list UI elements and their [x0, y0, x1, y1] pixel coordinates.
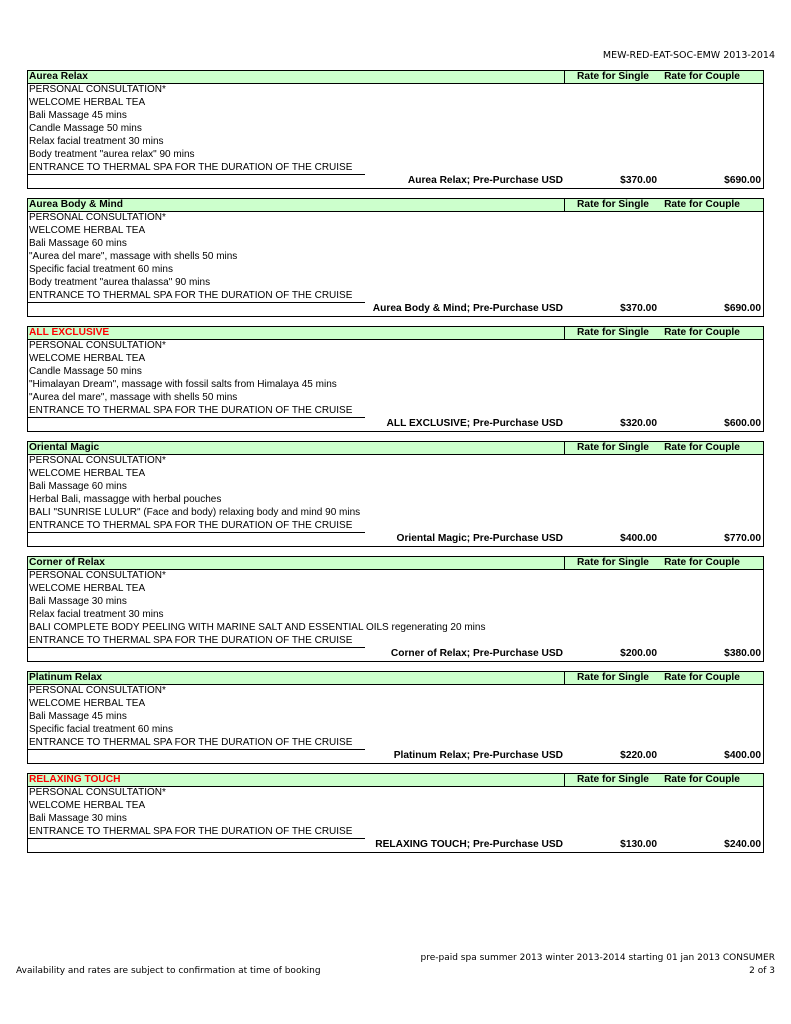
- package-total-label: Oriental Magic; Pre-Purchase USD: [396, 533, 563, 544]
- couple-price: $380.00: [724, 648, 761, 659]
- package-item: Body treatment "aurea relax" 90 mins: [29, 149, 195, 160]
- package-item: Bali Massage 60 mins: [29, 481, 127, 492]
- rate-single-header: Rate for Single: [577, 672, 649, 683]
- rate-single-header: Rate for Single: [577, 557, 649, 568]
- couple-price: $690.00: [724, 175, 761, 186]
- single-price: $400.00: [620, 533, 657, 544]
- single-price: $130.00: [620, 839, 657, 850]
- package-item: PERSONAL CONSULTATION*: [29, 212, 166, 223]
- package-item: Relax facial treatment 30 mins: [29, 609, 164, 620]
- package-item: PERSONAL CONSULTATION*: [29, 685, 166, 696]
- rate-single-header: Rate for Single: [577, 774, 649, 785]
- availability-disclaimer: Availability and rates are subject to confirmation at time of booking: [16, 966, 321, 976]
- package-item: ENTRANCE TO THERMAL SPA FOR THE DURATION OF THE CRUISE: [28, 520, 365, 533]
- package-item: BALI COMPLETE BODY PEELING WITH MARINE SALT AND ESSENTIAL OILS regenerating 20 mins: [29, 622, 486, 633]
- spa-package: [27, 326, 764, 432]
- package-item: Bali Massage 30 mins: [29, 813, 127, 824]
- package-item: PERSONAL CONSULTATION*: [29, 340, 166, 351]
- package-item: Bali Massage 60 mins: [29, 238, 127, 249]
- package-price-row: [28, 175, 763, 188]
- package-item: PERSONAL CONSULTATION*: [29, 787, 166, 798]
- package-header-row: [28, 672, 763, 685]
- package-items-list: [28, 570, 763, 648]
- package-name: Oriental Magic: [28, 442, 565, 454]
- package-header-row: [28, 327, 763, 340]
- footer-info: [421, 952, 776, 978]
- rate-single-header: Rate for Single: [577, 442, 649, 453]
- package-name: RELAXING TOUCH: [28, 774, 565, 786]
- package-item: Candle Massage 50 mins: [29, 123, 142, 134]
- spa-package: [27, 198, 764, 317]
- single-price: $220.00: [620, 750, 657, 761]
- package-item: PERSONAL CONSULTATION*: [29, 455, 166, 466]
- package-header-row: [28, 199, 763, 212]
- single-price: $200.00: [620, 648, 657, 659]
- package-price-row: [28, 648, 763, 661]
- package-total-label: Aurea Relax; Pre-Purchase USD: [407, 175, 563, 186]
- package-item: Candle Massage 50 mins: [29, 366, 142, 377]
- package-item: "Aurea del mare", massage with shells 50 mins: [29, 251, 238, 262]
- package-name: Platinum Relax: [28, 672, 565, 684]
- rate-single-header: Rate for Single: [577, 71, 649, 82]
- package-item: Relax facial treatment 30 mins: [29, 136, 164, 147]
- package-total-label: ALL EXCLUSIVE; Pre-Purchase USD: [386, 418, 563, 429]
- package-total-label: Aurea Body & Mind; Pre-Purchase USD: [372, 303, 563, 314]
- document-code: MEW-RED-EAT-SOC-EMW 2013-2014: [602, 50, 775, 61]
- spa-package: [27, 70, 764, 189]
- spa-package: [27, 671, 764, 764]
- package-header-row: [28, 557, 763, 570]
- package-item: ENTRANCE TO THERMAL SPA FOR THE DURATION OF THE CRUISE: [28, 635, 365, 648]
- package-items-list: [28, 84, 763, 175]
- spa-package: [27, 556, 764, 662]
- package-item: WELCOME HERBAL TEA: [29, 698, 146, 709]
- package-price-row: [28, 839, 763, 852]
- rate-couple-header: Rate for Couple: [664, 442, 740, 453]
- page-number: 2 of 3: [749, 966, 775, 976]
- single-price: $370.00: [620, 175, 657, 186]
- spa-packages-list: [27, 70, 764, 862]
- package-item: Bali Massage 45 mins: [29, 711, 127, 722]
- couple-price: $600.00: [724, 418, 761, 429]
- package-item: Bali Massage 30 mins: [29, 596, 127, 607]
- package-item: ENTRANCE TO THERMAL SPA FOR THE DURATION OF THE CRUISE: [28, 290, 365, 303]
- package-item: WELCOME HERBAL TEA: [29, 225, 146, 236]
- package-item: Specific facial treatment 60 mins: [29, 724, 173, 735]
- package-item: WELCOME HERBAL TEA: [29, 468, 146, 479]
- spa-package: [27, 773, 764, 853]
- package-header-row: [28, 774, 763, 787]
- package-item: BALI "SUNRISE LULUR" (Face and body) relaxing body and mind 90 mins: [29, 507, 361, 518]
- rate-couple-header: Rate for Couple: [664, 327, 740, 338]
- document-info: pre-paid spa summer 2013 winter 2013-2014 starting 01 jan 2013 CONSUMER: [420, 953, 775, 963]
- rate-single-header: Rate for Single: [577, 327, 649, 338]
- rate-couple-header: Rate for Couple: [664, 71, 740, 82]
- package-item: Specific facial treatment 60 mins: [29, 264, 173, 275]
- package-name: ALL EXCLUSIVE: [28, 327, 565, 339]
- package-items-list: [28, 340, 763, 418]
- package-name: Corner of Relax: [28, 557, 565, 569]
- package-item: ENTRANCE TO THERMAL SPA FOR THE DURATION OF THE CRUISE: [28, 162, 365, 175]
- package-item: PERSONAL CONSULTATION*: [29, 570, 166, 581]
- package-total-label: RELAXING TOUCH; Pre-Purchase USD: [375, 839, 563, 850]
- couple-price: $400.00: [724, 750, 761, 761]
- spa-package: [27, 441, 764, 547]
- package-item: WELCOME HERBAL TEA: [29, 97, 146, 108]
- rate-couple-header: Rate for Couple: [664, 774, 740, 785]
- package-items-list: [28, 455, 763, 533]
- couple-price: $240.00: [724, 839, 761, 850]
- package-header-row: [28, 442, 763, 455]
- package-item: WELCOME HERBAL TEA: [29, 583, 146, 594]
- package-name: Aurea Body & Mind: [28, 199, 565, 211]
- package-items-list: [28, 787, 763, 839]
- package-name: Aurea Relax: [28, 71, 565, 83]
- couple-price: $770.00: [724, 533, 761, 544]
- rate-couple-header: Rate for Couple: [664, 199, 740, 210]
- package-item: Bali Massage 45 mins: [29, 110, 127, 121]
- couple-price: $690.00: [724, 303, 761, 314]
- package-item: ENTRANCE TO THERMAL SPA FOR THE DURATION OF THE CRUISE: [28, 826, 365, 839]
- package-item: WELCOME HERBAL TEA: [29, 353, 146, 364]
- package-items-list: [28, 685, 763, 750]
- package-item: PERSONAL CONSULTATION*: [29, 84, 166, 95]
- package-total-label: Corner of Relax; Pre-Purchase USD: [390, 648, 563, 659]
- package-item: ENTRANCE TO THERMAL SPA FOR THE DURATION OF THE CRUISE: [28, 737, 365, 750]
- package-price-row: [28, 303, 763, 316]
- rate-couple-header: Rate for Couple: [664, 672, 740, 683]
- rate-single-header: Rate for Single: [577, 199, 649, 210]
- package-item: Body treatment "aurea thalassa" 90 mins: [29, 277, 211, 288]
- package-price-row: [28, 533, 763, 546]
- package-total-label: Platinum Relax; Pre-Purchase USD: [393, 750, 563, 761]
- package-item: "Aurea del mare", massage with shells 50 mins: [29, 392, 238, 403]
- package-price-row: [28, 750, 763, 763]
- single-price: $370.00: [620, 303, 657, 314]
- rate-couple-header: Rate for Couple: [664, 557, 740, 568]
- package-item: ENTRANCE TO THERMAL SPA FOR THE DURATION OF THE CRUISE: [28, 405, 365, 418]
- single-price: $320.00: [620, 418, 657, 429]
- package-price-row: [28, 418, 763, 431]
- package-item: "Himalayan Dream", massage with fossil salts from Himalaya 45 mins: [29, 379, 337, 390]
- package-items-list: [28, 212, 763, 303]
- package-item: Herbal Bali, massagge with herbal pouches: [29, 494, 222, 505]
- package-item: WELCOME HERBAL TEA: [29, 800, 146, 811]
- package-header-row: [28, 71, 763, 84]
